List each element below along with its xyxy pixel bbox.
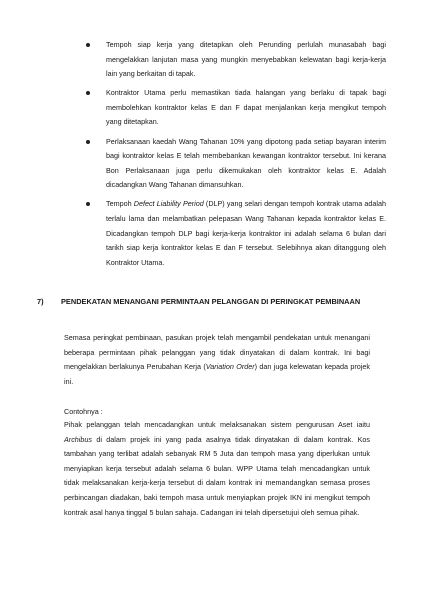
bullet-icon [86, 202, 90, 206]
bullet-item [86, 197, 386, 270]
bullet-item [86, 38, 386, 82]
bullet-icon [86, 43, 90, 47]
text-run: Pihak pelanggan telah mencadangkan untuk melaksanakan sistem pengurusan Aset iaitu [64, 420, 370, 429]
bullet-item [86, 135, 386, 193]
section-title: PENDEKATAN MENANGANI PERMINTAAN PELANGGAN DI PERINGKAT PEMBINAAN [61, 297, 361, 306]
section-heading [37, 297, 360, 307]
text-run: ) dan juga kelewatan kepada projek ini. [64, 362, 370, 386]
paragraph [64, 418, 370, 520]
section-number: 7) [37, 297, 44, 306]
bullet-text [106, 197, 386, 270]
bullet-icon [86, 91, 90, 95]
paragraph [64, 331, 370, 389]
bullet-icon [86, 140, 90, 144]
italic-term: Variation Order [205, 362, 255, 372]
bullet-item [86, 86, 386, 130]
bullet-text: Kontraktor Utama perlu memastikan tiada halangan yang berlaku di tapak bagi membolehkan kontraktor kelas E dan F dapat menjalankan kerja mengikut tempoh yang ditetapkan. [106, 88, 386, 127]
bullet-text: Perlaksanaan kaedah Wang Tahanan 10% yang dipotong pada setiap bayaran interim bagi kontraktor kelas E telah membebankan kewangan kontraktor tersebut. Ini kerana Bon Perlaksanaan juga perlu dikemukakan oleh kontraktor kelas E. Adalah dicadangkan Wang Tahanan dimansuhkan. [106, 136, 386, 190]
text-run: (DLP) yang selari dengan tempoh kontrak utama adalah terlalu lama dan melambatkan pelepasan Wang Tahanan kepada kontraktor kelas E. Dicadangkan tempoh DLP bagi kerja-kerja kontraktor ini adalah selama 6 bulan dari tarikh siap kerja kontraktor kelas E dan F tersebut. Selebihnya akan ditanggung oleh Kontraktor Utama. [106, 199, 386, 267]
bullet-text: Tempoh siap kerja yang ditetapkan oleh Perunding perlulah munasabah bagi mengelakkan lanjutan masa yang mungkin menyebabkan kelewatan bagi kerja-kerja lain yang berkaitan di tapak. [106, 40, 386, 79]
text-run: Tempoh [106, 199, 134, 209]
bullet-list [86, 38, 386, 275]
text-run: Semasa peringkat pembinaan, pasukan projek telah mengambil pendekatan untuk menangani beberapa permintaan pihak pelanggan yang tidak dinyatakan di dalam kontrak. Ini bagi mengelakkan berlakunya Perubahan Kerja ( [64, 333, 370, 372]
italic-term: Archibus [64, 434, 92, 444]
example-label: Contohnya : [64, 407, 103, 416]
italic-term: Defect Liability Period [133, 199, 204, 209]
text-run: di dalam projek ini yang pada asalnya tidak dinyatakan di dalam kontrak. Kos tambahan yang terlibat adalah sebanyak RM 5 Juta dan tempoh masa yang diperlukan untuk menyiapkan kerja tersebut adalah selama 6 bulan. WPP Utama telah mencadangkan untuk tidak melaksanakan kerja-kerja tersebut di dalam kontrak ini memandangkan semasa proses perbincangan diadakan, baki tempoh masa untuk menyiapkan projek IKN ini mengikut tempoh kontrak asal hanya tinggal 5 bulan sahaja. Cadangan ini telah dipersetujui oleh semua pihak. [64, 434, 370, 517]
